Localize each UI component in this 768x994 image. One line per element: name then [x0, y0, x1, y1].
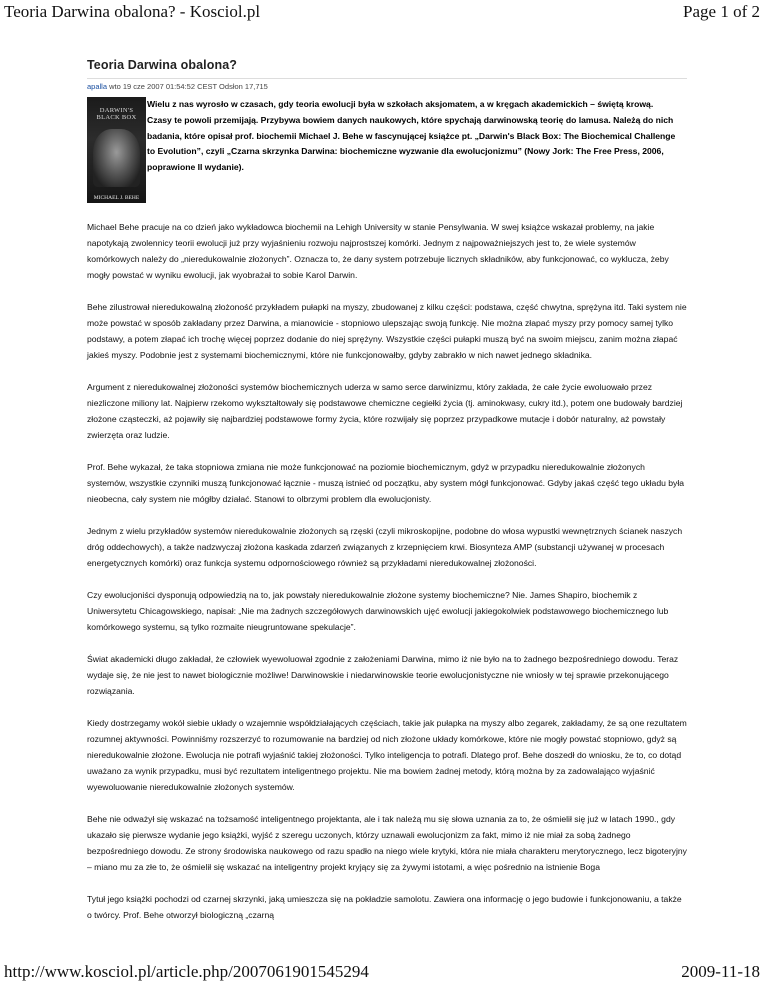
- body-paragraph: Czy ewolucjoniści dysponują odpowiedzią na to, jak powstały nieredukowalnie złożone systemy biochemiczne? Nie. James Shapiro, biochemik z Uniwersytetu Chicagowskiego, napisał: „Nie ma żadnych szczegółowych darwinowskich ujęć ewolucji jakiegokolwiek podstawowego biochemicznego lub komórkowego systemu, są tylko rozmaite nieugruntowane spekulacje”.: [87, 590, 669, 632]
- article-body: [87, 219, 687, 923]
- body-paragraph: Tytuł jego książki pochodzi od czarnej skrzynki, jaką umieszcza się na pokładzie samolotu. Zawiera ona informację o jego budowie i funkcjonowaniu, a także o twórcy. Prof. Behe otworzył biologiczną „czarną: [87, 894, 682, 920]
- article-lead: [87, 97, 687, 203]
- print-date: 2009-11-18: [681, 962, 760, 981]
- book-cover-art: [93, 129, 140, 187]
- print-footer: [0, 962, 768, 986]
- article: [87, 58, 687, 939]
- article-title: Teoria Darwina obalona?: [87, 58, 238, 72]
- body-paragraph: Świat akademicki długo zakładał, że człowiek wyewoluował zgodnie z założeniami Darwina, mimo iż nie było na to żadnego bezpośredniego dowodu. Teraz wydaje się, że nie jest to nawet biologicznie możliwe! Darwinowskie i niedarwinowskie teorie ewolucjonistyczne nie wniosły w tej sprawie przekonującego rozwiązania.: [87, 654, 679, 696]
- body-paragraph: Jednym z wielu przykładów systemów nieredukowalnie złożonych są rzęski (czyli mikroskopijne, podobne do włosa wypustki wewnętrznych ścianek naszych dróg oddechowych), a także nadzwyczaj złożona kaskada zdarzeń związanych z krzepnięciem krwi. Biosynteza AMP (substancji używanej w procesach energetycznych komórki) oraz funkcja systemu odpornościowego również są przykładami nieredukowalnej złożoności.: [87, 526, 683, 568]
- print-header: [0, 2, 768, 26]
- article-meta: [87, 78, 687, 95]
- body-paragraph: Michael Behe pracuje na co dzień jako wykładowca biochemii na Lehigh University w stanie Pensylwania. W swej książce wskazał problemy, na jakie napotykają zwolennicy teorii ewolucji już przy wyjaśnieniu rozwoju najprostszej komórki. Jednym z najpoważniejszych jest to, że wiele systemów komórkowych należy do „nieredukowalnie złożonych”. Oznacza to, że dany system potrzebuje licznych składników, aby funkcjonować, co wyklucza, żeby mogły powstać w wyniku ewolucji, jak wyobrażał to sobie Karol Darwin.: [87, 222, 669, 280]
- lead-paragraph: Wielu z nas wyrosło w czasach, gdy teoria ewolucji była w szkołach aksjomatem, a w kręgach akademickich – świętą krową. Czasy te powoli przemijają. Przybywa bowiem danych naukowych, które spychają darwinowską teorię do lamusa. Należą do nich badania, które opisał prof. biochemii Michael J. Behe w fascynującej książce pt. „Darwin's Black Box: The Biochemical Challenge to Evolution”, czyli „Czarna skrzynka Darwina: biochemiczne wyzwanie dla ewolucjonizmu” (Nowy Jork: The Free Press, 2006, poprawione II wydanie).: [147, 99, 676, 173]
- body-paragraph: Kiedy dostrzegamy wokół siebie układy o wzajemnie współdziałających częściach, takie jak pułapka na myszy albo zegarek, zakładamy, że są one rezultatem rozumnej aktywności. Powinniśmy rozszerzyć to rozumowanie na bardziej od nich złożone układy komórkowe, które nie mogły powstać stopniowo, gdyż są nieredukowalnie złożone. Ewolucja nie potrafi wyjaśnić takiej złożoności. Tylko inteligencja to potrafi. Dlatego prof. Behe doszedł do wniosku, że to, co dotąd uważano za wynik przypadku, musi być rezultatem inteligentnego projektu. Nie ma bowiem żadnej metody, którą można by za zadowalająco wyjaśnić wyewoluowanie nieredukowalnie złożonych systemów.: [87, 718, 687, 792]
- book-cover-image: [87, 97, 146, 203]
- body-paragraph: Behe zilustrował nieredukowalną złożoność przykładem pułapki na myszy, zbudowanej z kilku części: podstawa, część chwytna, sprężyna itd. Taki system nie może powstać w sposób zakładany przez Darwina, a mianowicie - stopniowo ulepszając swoją funkcję. Nie można złapać myszy przy pomocy samej tylko podstawy, a potem złapać ich trochę więcej poprzez dodanie do niej sprężyny. Wszystkie części pułapki muszą być na swoim miejscu, zanim można złapać jakieś myszy. Podobnie jest z systemami biochemicznymi, które nie funkcjonowałby, gdyby zabrakło w nich nawet jednego składnika.: [87, 302, 687, 360]
- book-cover-title: DARWIN'S BLACK BOX: [96, 107, 137, 121]
- book-cover-author: MICHAEL J. BEHE: [93, 195, 140, 201]
- posted-info: wto 19 cze 2007 01:54:52 CEST Odsłon 17,715: [109, 82, 268, 91]
- body-paragraph: Prof. Behe wykazał, że taka stopniowa zmiana nie może funkcjonować na poziomie biochemicznym, gdyż w przypadku nieredukowalnie złożonych systemów, wszystkie czynniki muszą funkcjonować łącznie - muszą istnieć od początku, aby system mógł funkcjonować. Gdyby jakaś część tego układu była nieobecna, cały system nie mógłby działać. Stanowi to olbrzymi problem dla ewolucjonisty.: [87, 462, 685, 504]
- author-link[interactable]: apalla: [87, 82, 108, 91]
- body-paragraph: Behe nie odważył się wskazać na tożsamość inteligentnego projektanta, ale i tak należą mu się słowa uznania za to, że ośmielił się już w latach 1990., gdy ukazało się pierwsze wydanie jego książki, wyjść z szeregu uczonych, którzy uznawali ewolucjonizm za fakt, mimo iż nie miał za sobą żadnego bezpośredniego dowodu. Ze strony środowiska naukowego od razu spadło na niego wiele krytyki, która nie miała charakteru merytorycznego, lecz bigoteryjny – miano mu za złe to, że ośmielił się wskazać na inteligentny projekt kryjący się za żywymi istotami, a więc pośrednio na istnienie Boga: [87, 814, 687, 872]
- print-page-title: Teoria Darwina obalona? - Kosciol.pl: [4, 2, 261, 21]
- print-page-number: Page 1 of 2: [683, 2, 760, 21]
- print-url: http://www.kosciol.pl/article.php/2007061901545294: [4, 962, 369, 981]
- body-paragraph: Argument z nieredukowalnej złożoności systemów biochemicznych uderza w samo serce darwinizmu, który zakłada, że całe życie ewoluowało przez niezliczone miliony lat. Najpierw rzekomo wykształtowały się podstawowe chemiczne cegiełki życia (tj. aminokwasy, cukry itd.), potem one budowały bardziej złożone cząsteczki, aż pojawiły się najbardziej podstawowe formy życia, które rozwijały się poprzez przypadkowe mutacje i dobór naturalny, aż powstały zwierzęta oraz ludzie.: [87, 382, 683, 440]
